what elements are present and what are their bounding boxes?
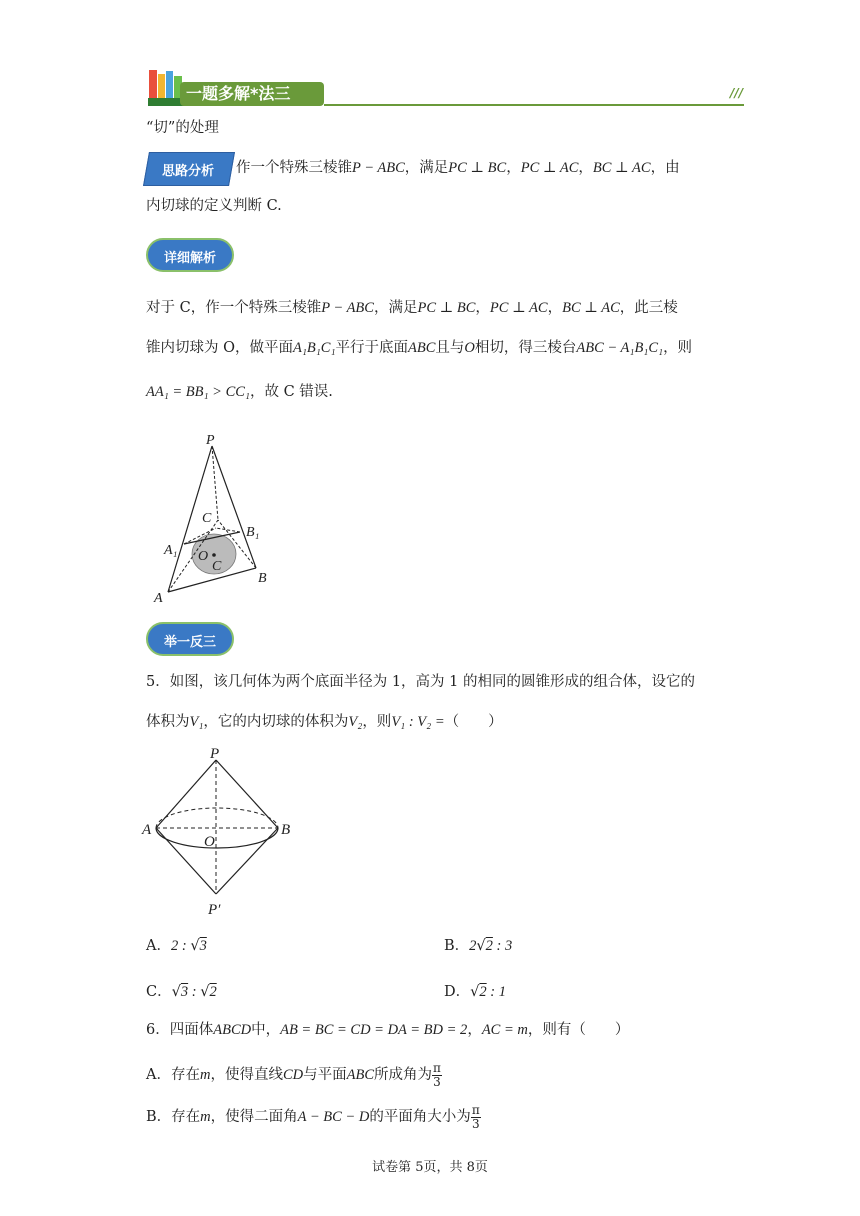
q6-option-a[interactable]: A．存在m，使得直线CD与平面ABC所成角为 $\frac{\pi}{3}$ bbox=[146, 1060, 441, 1089]
header-banner bbox=[146, 68, 746, 108]
cone-label-o: O bbox=[204, 834, 215, 850]
section-title: “切”的处理 bbox=[146, 120, 219, 136]
cone-label-b: B bbox=[281, 822, 291, 838]
pi-over-3-b: $\frac{\pi}{3}$ bbox=[471, 1102, 480, 1131]
header-title: 一题多解*法三 bbox=[186, 84, 291, 103]
cone-label-a: A bbox=[142, 822, 152, 838]
q5-line-1: 5．如图，该几何体为两个底面半径为 1，高为 1 的相同的圆锥形成的组合体，设它的 bbox=[146, 674, 696, 690]
q6-option-b[interactable]: B．存在m，使得二面角A − BC − D的平面角大小为 $\frac{\pi}{3}$ bbox=[146, 1102, 480, 1131]
label-b1: B₁ bbox=[246, 525, 260, 540]
label-b: B bbox=[258, 571, 267, 586]
cone-label-p: P bbox=[210, 746, 220, 762]
practice-badge-label: 举一反三 bbox=[163, 635, 216, 650]
practice-badge bbox=[146, 622, 236, 658]
q6-line-1: 6．四面体ABCD中，AB = BC = CD = DA = BD = 2，AC = m，则有（ ） bbox=[146, 1022, 630, 1038]
pi-over-3-a: $\frac{\pi}{3}$ bbox=[433, 1060, 441, 1089]
q5-option-c[interactable]: C．√3 : √2 bbox=[146, 984, 217, 1000]
label-a1: A₁ bbox=[164, 543, 178, 558]
header-rule bbox=[324, 104, 744, 106]
page-footer: 试卷第 5页，共 8页 bbox=[372, 1160, 488, 1175]
analysis-line-1: 作一个特殊三棱锥P − ABC，满足PC ⊥ BC，PC ⊥ AC，BC ⊥ AC，由 bbox=[236, 160, 680, 176]
edge-b1c1 bbox=[216, 528, 240, 532]
detail-badge bbox=[146, 238, 236, 274]
base-ellipse-back bbox=[156, 808, 278, 828]
cone-label-p-prime: P′ bbox=[208, 902, 221, 918]
center-dot bbox=[212, 553, 216, 557]
detail-line-1: 对于 C，作一个特殊三棱锥P − ABC，满足PC ⊥ BC，PC ⊥ AC，BC ⊥ AC，此三棱 bbox=[146, 300, 678, 316]
label-p: P bbox=[206, 433, 215, 448]
header-marks: /// bbox=[730, 86, 744, 100]
label-c-prime: C bbox=[212, 559, 222, 574]
label-c: C bbox=[202, 511, 212, 526]
cone-lower-right bbox=[216, 828, 278, 894]
q5-line-2: 体积为V₁，它的内切球的体积为V₂，则V₁ : V₂ =（ ） bbox=[146, 714, 503, 730]
double-cone-figure bbox=[140, 742, 300, 922]
analysis-badge bbox=[146, 152, 234, 186]
tetrahedron-figure bbox=[150, 432, 290, 607]
edge-pc bbox=[212, 446, 218, 520]
detail-line-3: AA₁ = BB₁ > CC₁，故 C 错误. bbox=[146, 384, 333, 400]
analysis-badge-label: 思路分析 bbox=[161, 164, 214, 179]
q5-option-b[interactable]: B．2√2 : 3 bbox=[444, 938, 513, 954]
label-o: O bbox=[198, 549, 209, 564]
q5-option-d[interactable]: D．√2 : 1 bbox=[444, 984, 506, 1000]
detail-badge-label: 详细解析 bbox=[163, 251, 216, 266]
label-a: A bbox=[154, 591, 163, 606]
detail-line-2: 锥内切球为 O，做平面A₁B₁C₁平行于底面ABC且与O相切，得三棱台ABC − A₁B₁C₁，则 bbox=[146, 340, 693, 356]
base-ellipse-front bbox=[156, 828, 278, 848]
analysis-line-2: 内切球的定义判断 C. bbox=[146, 198, 282, 214]
q5-option-a[interactable]: A．2 : √3 bbox=[146, 938, 207, 954]
